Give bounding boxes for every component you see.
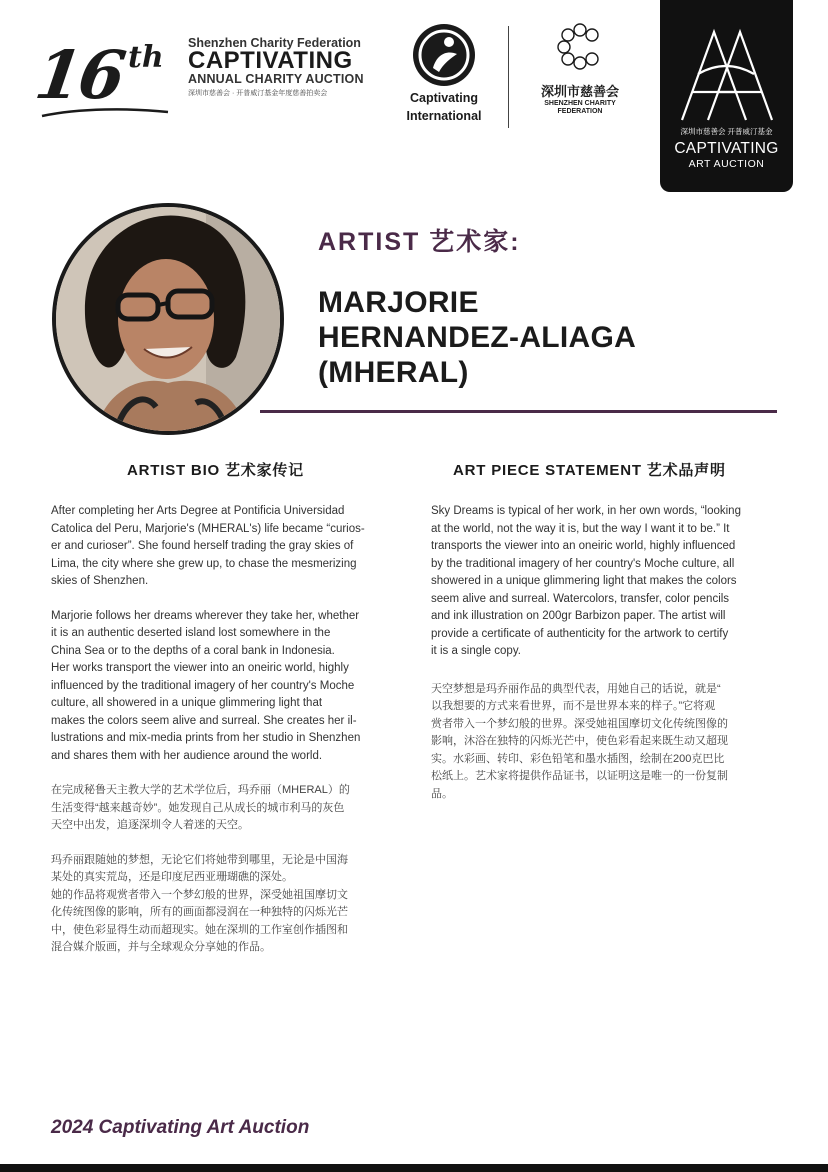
statement-en-paragraph <box>431 503 781 661</box>
art-auction-a-logo-icon <box>674 28 779 124</box>
text-line: 品。 <box>431 787 453 800</box>
text-line: 以我想要的方式来看世界，而不是世界本来的样子。”它将观 <box>431 700 716 712</box>
szcf-emblem-icon <box>554 20 606 72</box>
badge-zh: 深圳市慈善会 开普威汀基金 <box>680 127 773 136</box>
badge-subtitle: ART AUCTION <box>688 158 765 170</box>
statement-zh-paragraph <box>431 681 781 804</box>
bottom-bar <box>0 1164 828 1172</box>
text-line: seem alive and surreal. Watercolors, transfer, color pencils <box>431 592 730 605</box>
text-line: 某处的真实荒岛，还是印度尼西亚珊瑚礁的深处。 <box>51 871 293 883</box>
text-line: 实。水彩画、转印、彩色铅笔和墨水插图，绘制在200克巴比 <box>431 752 725 765</box>
captivating-international-logo <box>400 24 488 124</box>
text-line: Her works transport the viewer into an oneiric world, highly <box>51 662 349 674</box>
szcf-name-zh: 深圳市慈善会 <box>540 84 619 99</box>
art-auction-badge <box>660 0 793 192</box>
text-line: 影响，沐浴在独特的闪烁光芒中，使色彩看起来既生动又超现 <box>431 735 728 747</box>
text-line: makes the colors seem alive and surreal. She creates her il- <box>51 714 357 727</box>
text-line: 化传统图像的影响，所有的画面都浸润在一种独特的闪烁光芒 <box>51 906 348 918</box>
heading-rule <box>260 410 777 413</box>
text-line: showered in a unique glimmering light that makes the colors <box>431 575 737 587</box>
text-line: 中，使色彩显得生动而超现实。她在深圳的工作室创作插图和 <box>51 923 348 936</box>
ci-emblem-icon <box>413 24 475 86</box>
edition-suffix: th <box>128 40 164 75</box>
ci-label-2: International <box>406 109 482 123</box>
federation-name: Shenzhen Charity Federation <box>188 36 361 50</box>
bio-section <box>51 503 401 957</box>
header-divider <box>508 26 509 128</box>
szcf-name-en-1: SHENZHEN CHARITY <box>544 100 616 107</box>
text-line: influenced by the traditional imagery of her country's Moche <box>51 679 355 692</box>
text-line: and shares them with her audience around the world. <box>51 749 323 762</box>
bio-zh-paragraph-1 <box>51 782 401 835</box>
text-line: Marjorie follows her dreams wherever they take her, whether <box>51 609 360 622</box>
shenzhen-charity-federation-logo <box>530 20 630 116</box>
text-line: 混合媒介版画，并与全球观众分享她的作品。 <box>51 941 271 953</box>
text-line: transports the viewer into an oneiric world, highly influenced <box>431 540 736 552</box>
artist-name-line-1: MARJORIE <box>318 286 479 319</box>
edition-logo <box>30 28 176 118</box>
bio-en-paragraph-1 <box>51 503 401 591</box>
event-title-block <box>188 36 373 98</box>
text-line: 天空梦想是玛乔丽作品的典型代表，用她自己的话说，就是“ <box>431 682 721 695</box>
text-line: it is a single copy. <box>431 645 521 657</box>
artist-name <box>318 285 758 390</box>
text-line: 松纸上。艺术家将提供作品证书，以证明这是唯一的一份复制 <box>431 770 728 782</box>
text-line: 玛乔丽跟随她的梦想，无论它们将她带到哪里，无论是中国海 <box>51 853 348 866</box>
text-line: culture, all showered in a unique glimmering light that <box>51 697 323 709</box>
bio-en-paragraph-2 <box>51 608 401 766</box>
artist-name-line-3: (MHERAL) <box>318 356 469 389</box>
text-line: 生活变得“越来越奇妙”。她发现自己从成长的城市利马的灰色 <box>51 801 345 814</box>
event-subtitle-zh: 深圳市慈善会 · 开普威汀基金年度慈善拍卖会 <box>188 90 328 97</box>
statement-section <box>431 503 781 803</box>
event-name: CAPTIVATING <box>188 47 353 74</box>
event-subtitle: ANNUAL CHARITY AUCTION <box>188 72 364 86</box>
statement-heading: ART PIECE STATEMENT 艺术品声明 <box>453 462 726 479</box>
edition-number: 16 <box>30 36 128 114</box>
text-line: 天空中出发，追逐深圳令人着迷的天空。 <box>51 819 249 831</box>
footer-title: 2024 Captivating Art Auction <box>51 1117 310 1138</box>
text-line: After completing her Arts Degree at Pontificia Universidad <box>51 505 345 517</box>
szcf-name-en-2: FEDERATION <box>557 108 603 115</box>
text-line: and ink illustration on 200gr Barbizon paper. The artist will <box>431 610 726 622</box>
artist-label: ARTIST 艺术家: <box>318 228 521 256</box>
artist-photo-icon <box>56 207 280 431</box>
text-line: by the traditional imagery of her country's Moche culture, all <box>431 557 735 570</box>
text-line: skies of Shenzhen. <box>51 575 149 587</box>
bio-heading: ARTIST BIO 艺术家传记 <box>127 462 304 479</box>
edition-underline-icon <box>40 106 170 120</box>
artist-portrait <box>52 203 284 435</box>
badge-title: CAPTIVATING <box>674 140 779 157</box>
text-line: 她的作品将观赏者带入一个梦幻般的世界，深受她祖国摩切文 <box>51 888 348 901</box>
ci-label-1: Captivating <box>409 91 479 105</box>
bio-zh-paragraph-2 <box>51 852 401 957</box>
text-line: er and curioser”. She found herself trading the gray skies of <box>51 540 354 552</box>
text-line: provide a certificate of authenticity for the artwork to certify <box>431 627 729 640</box>
text-line: 在完成秘鲁天主教大学的艺术学位后，玛乔丽（MHERAL）的 <box>51 784 350 796</box>
text-line: Catolica del Peru, Marjorie's (MHERAL's) life became “curios- <box>51 522 365 535</box>
text-line: China Sea or to the depths of a coral bank in Indonesia. <box>51 644 335 657</box>
text-line: Sky Dreams is typical of her work, in her own words, “looking <box>431 505 741 517</box>
text-line: it is an authentic deserted island lost somewhere in the <box>51 627 331 639</box>
text-line: 赏者带入一个梦幻般的世界。深受她祖国摩切文化传统图像的 <box>431 717 728 730</box>
text-line: at the world, not the way it is, but the way I want it to be.” It <box>431 522 730 535</box>
text-line: lustrations and mix-media prints from her studio in Shenzhen <box>51 732 361 744</box>
text-line: Lima, the city where she grew up, to chase the mesmerizing <box>51 557 357 570</box>
artist-name-line-2: HERNANDEZ-ALIAGA <box>318 321 637 354</box>
